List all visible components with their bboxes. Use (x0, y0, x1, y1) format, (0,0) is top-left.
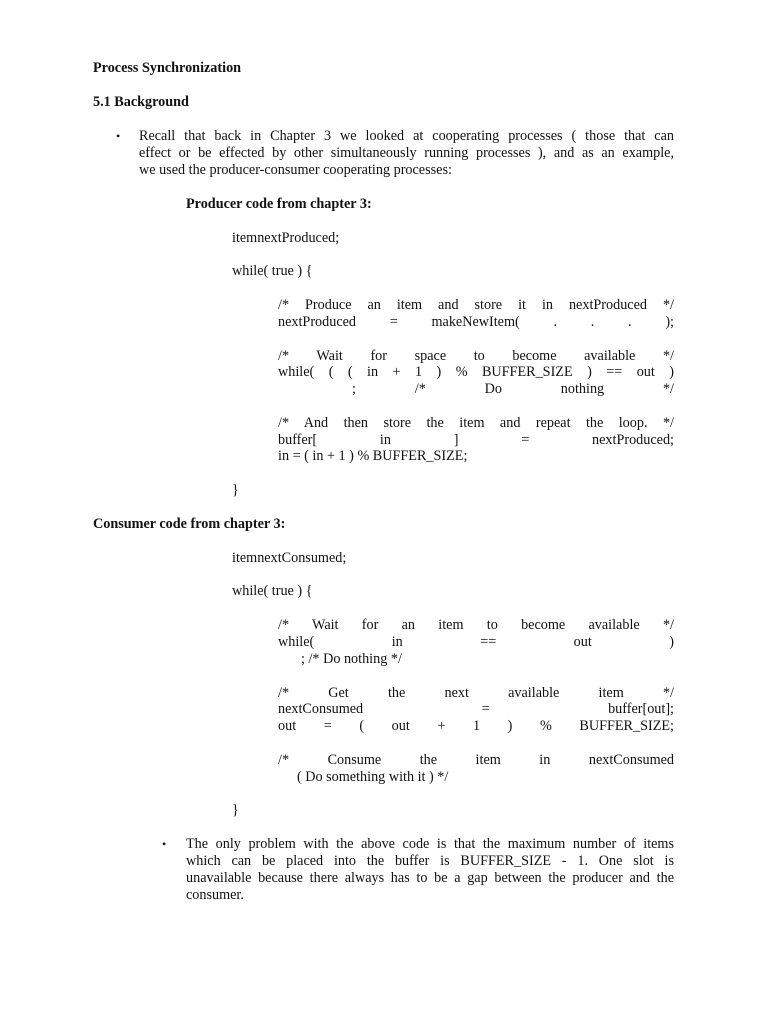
section-heading: 5.1 Background (93, 94, 189, 110)
consumer-code-line: out = ( out + 1 ) % BUFFER_SIZE; (278, 718, 674, 734)
producer-code-line: /* Wait for space to become available */ (278, 348, 674, 364)
producer-code-line: in = ( in + 1 ) % BUFFER_SIZE; (278, 448, 468, 464)
producer-while: while( true ) { (232, 263, 313, 279)
bullet2-line1: The only problem with the above code is that the maximum number of items (186, 836, 674, 852)
bullet2-line3: unavailable because there always has to be a gap between the producer and the (186, 870, 674, 886)
consumer-code-line: /* Get the next available item */ (278, 685, 674, 701)
consumer-code-line: while( in == out ) (278, 634, 674, 650)
producer-code-line: while( ( ( in + 1 ) % BUFFER_SIZE ) == out ) (278, 364, 674, 380)
producer-code-line: /* Produce an item and store it in nextProduced */ (278, 297, 674, 313)
bullet1-line1: Recall that back in Chapter 3 we looked at cooperating processes ( those that can (139, 128, 674, 144)
consumer-heading: Consumer code from chapter 3: (93, 516, 286, 532)
producer-code-line: ; /* Do nothing */ (352, 381, 674, 397)
producer-code-line: nextProduced = makeNewItem( . . . ); (278, 314, 674, 330)
producer-heading: Producer code from chapter 3: (186, 196, 372, 212)
producer-code-line: /* And then store the item and repeat the loop. */ (278, 415, 674, 431)
consumer-code-line: ; /* Do nothing */ (301, 651, 402, 667)
consumer-decl: itemnextConsumed; (232, 550, 347, 566)
bullet1-line2: effect or be effected by other simultaneously running processes ), and as an example, (139, 145, 674, 161)
bullet-marker: • (162, 837, 167, 851)
bullet1-line3: we used the producer-consumer cooperating processes: (139, 162, 452, 178)
producer-close-brace: } (232, 482, 239, 498)
bullet-marker: • (116, 129, 121, 143)
producer-decl: itemnextProduced; (232, 230, 340, 246)
page-title: Process Synchronization (93, 60, 242, 76)
bullet2-line2: which can be placed into the buffer is BUFFER_SIZE - 1. One slot is (186, 853, 674, 869)
consumer-code-line: nextConsumed = buffer[out]; (278, 701, 674, 717)
consumer-code-line: /* Wait for an item to become available */ (278, 617, 674, 633)
producer-code-line: buffer[ in ] = nextProduced; (278, 432, 674, 448)
consumer-while: while( true ) { (232, 583, 313, 599)
bullet2-line4: consumer. (186, 887, 244, 903)
consumer-code-line: /* Consume the item in nextConsumed (278, 752, 674, 768)
consumer-close-brace: } (232, 802, 239, 818)
consumer-code-line: ( Do something with it ) */ (297, 769, 449, 785)
